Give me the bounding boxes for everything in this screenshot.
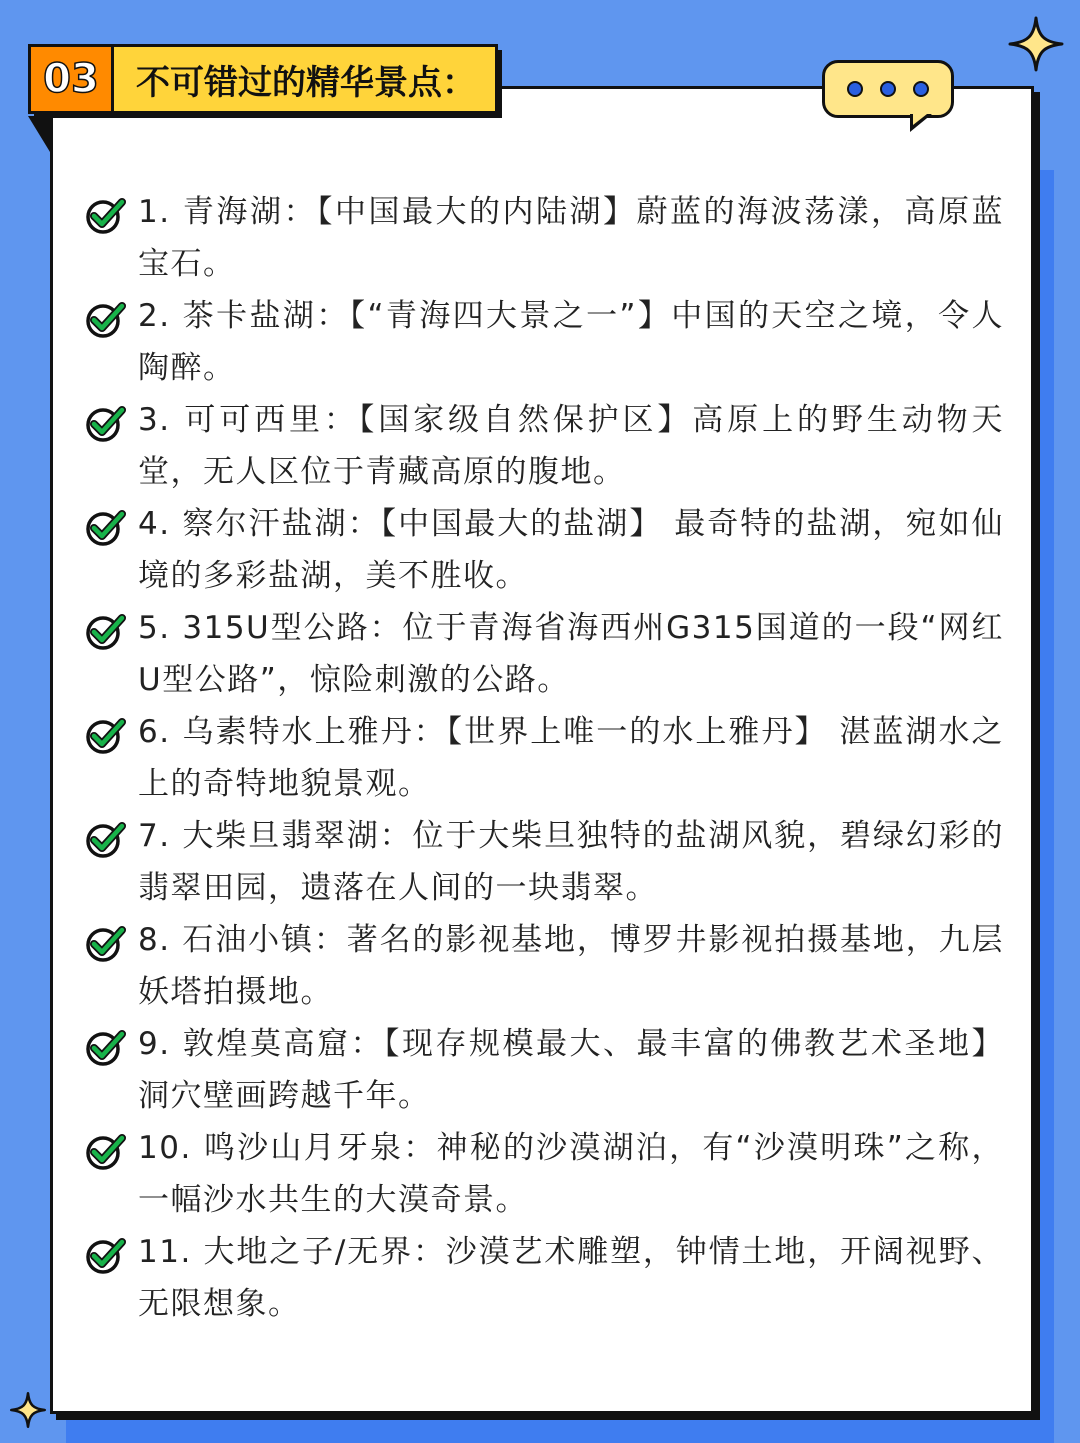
section-title: 不可错过的精华景点： (114, 47, 495, 111)
attraction-text: 6. 乌素特水上雅丹：【世界上唯一的水上雅丹】 湛蓝湖水之上的奇特地貌景观。 (138, 714, 1004, 802)
check-icon (84, 1130, 126, 1172)
attraction-text: 3. 可可西里：【国家级自然保护区】高原上的野生动物天堂，无人区位于青藏高原的腹地。 (138, 402, 1004, 490)
check-icon (84, 298, 126, 340)
attraction-item (84, 1018, 1004, 1122)
bubble-tail-fill (913, 114, 927, 125)
check-icon (84, 1026, 126, 1068)
bubble-dot (913, 81, 929, 97)
attraction-text: 7. 大柴旦翡翠湖：位于大柴旦独特的盐湖风貌，碧绿幻彩的翡翠田园，遗落在人间的一块翡翠。 (138, 818, 1004, 906)
attraction-item (84, 810, 1004, 914)
attraction-item (84, 914, 1004, 1018)
check-icon (84, 922, 126, 964)
sparkle-star-icon (10, 1392, 46, 1428)
attraction-item (84, 290, 1004, 394)
bubble-dot (847, 81, 863, 97)
check-icon (84, 818, 126, 860)
check-icon (84, 714, 126, 756)
speech-bubble-icon (822, 60, 954, 118)
attraction-text: 10. 鸣沙山月牙泉：神秘的沙漠湖泊，有“沙漠明珠”之称，一幅沙水共生的大漠奇景。 (138, 1130, 1004, 1218)
check-icon (84, 402, 126, 444)
attraction-text: 4. 察尔汗盐湖：【中国最大的盐湖】 最奇特的盐湖，宛如仙境的多彩盐湖，美不胜收。 (138, 506, 1004, 594)
attraction-text: 8. 石油小镇：著名的影视基地，博罗井影视拍摄基地，九层妖塔拍摄地。 (138, 922, 1004, 1010)
attraction-list (84, 186, 1004, 1330)
check-icon (84, 1234, 126, 1276)
attraction-item (84, 186, 1004, 290)
attraction-text: 2. 茶卡盐湖：【“青海四大景之一”】中国的天空之境，令人陶醉。 (138, 298, 1004, 386)
bubble-dot (880, 81, 896, 97)
section-number: 03 (31, 47, 114, 111)
attraction-item (84, 706, 1004, 810)
check-icon (84, 610, 126, 652)
attraction-item (84, 498, 1004, 602)
attraction-item (84, 1122, 1004, 1226)
ribbon-fold (28, 116, 50, 152)
sparkle-star-icon (1008, 16, 1064, 72)
check-icon (84, 194, 126, 236)
attraction-item (84, 394, 1004, 498)
attraction-item (84, 602, 1004, 706)
attraction-text: 11. 大地之子/无界：沙漠艺术雕塑，钟情土地，开阔视野、无限想象。 (138, 1234, 1004, 1322)
attraction-text: 9. 敦煌莫高窟：【现存规模最大、最丰富的佛教艺术圣地】洞穴壁画跨越千年。 (138, 1026, 1004, 1114)
attraction-text: 5. 315U型公路：位于青海省海西州G315国道的一段“网红U型公路”，惊险刺激的公路。 (138, 610, 1004, 698)
check-icon (84, 506, 126, 548)
attraction-item (84, 1226, 1004, 1330)
attraction-text: 1. 青海湖：【中国最大的内陆湖】蔚蓝的海波荡漾，高原蓝宝石。 (138, 194, 1004, 282)
section-header (28, 44, 498, 114)
